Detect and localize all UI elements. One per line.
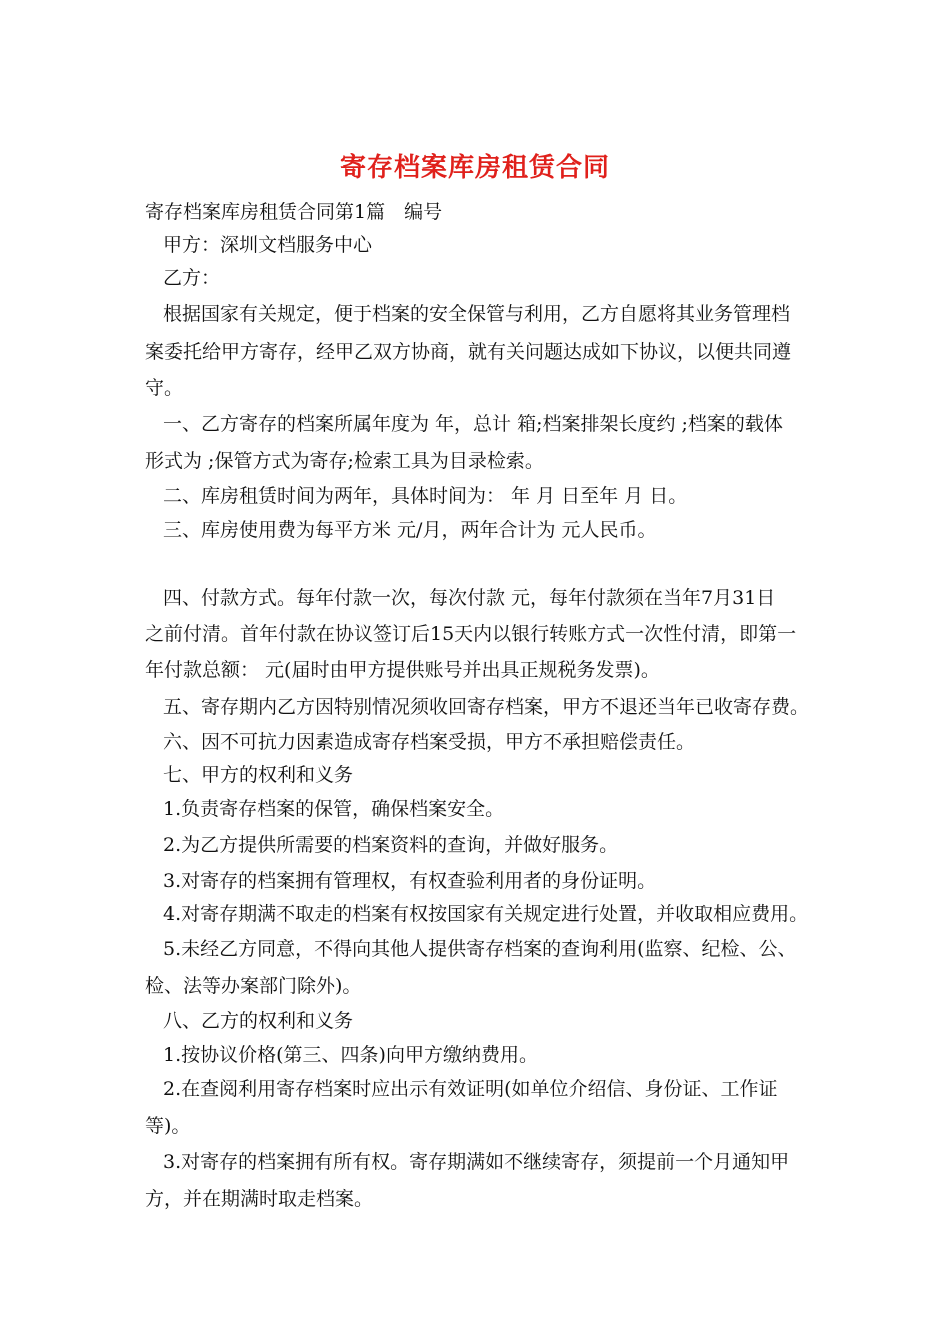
doc-line-15: 六、因不可抗力因素造成寄存档案受损，甲方不承担赔偿责任。 [163,731,696,753]
doc-line-25: 2.在查阅利用寄存档案时应出示有效证明(如单位介绍信、身份证、工作证 [163,1078,778,1100]
doc-line-14: 五、寄存期内乙方因特别情况须收回寄存档案，甲方不退还当年已收寄存费。 [163,696,810,718]
doc-line-24: 1.按协议价格(第三、四条)向甲方缴纳费用。 [163,1044,538,1066]
doc-line-19: 3.对寄存的档案拥有管理权，有权查验利用者的身份证明。 [163,870,657,892]
doc-line-16: 七、甲方的权利和义务 [163,764,354,786]
doc-line-1: 寄存档案库房租赁合同第1篇 编号 [145,201,443,223]
doc-line-3: 乙方： [163,267,221,289]
doc-line-10: 三、库房使用费为每平方米 元/月，两年合计为 元人民币。 [163,519,657,541]
doc-line-11: 四、付款方式。每年付款一次，每次付款 元，每年付款须在当年7月31日 [163,587,776,609]
doc-line-7: 一、乙方寄存的档案所属年度为 年，总计 箱;档案排架长度约 ;档案的载体 [163,413,783,435]
doc-line-22: 检、法等办案部门除外)。 [145,975,362,997]
doc-line-13: 年付款总额： 元(届时由甲方提供账号并出具正规税务发票)。 [145,659,660,681]
doc-line-8: 形式为 ;保管方式为寄存;检索工具为目录检索。 [145,450,544,472]
doc-line-12: 之前付清。首年付款在协议签订后15天内以银行转账方式一次性付清，即第一 [145,623,797,645]
doc-line-5: 案委托给甲方寄存，经甲乙双方协商，就有关问题达成如下协议，以便共同遵 [145,341,792,363]
doc-line-18: 2.为乙方提供所需要的档案资料的查询，并做好服务。 [163,834,619,856]
doc-line-9: 二、库房租赁时间为两年，具体时间为： 年 月 日至年 月 日。 [163,485,688,507]
document-title: 寄存档案库房租赁合同 [339,153,610,183]
doc-line-28: 方，并在期满时取走档案。 [145,1188,374,1210]
doc-line-2: 甲方：深圳文档服务中心 [163,234,373,256]
doc-line-17: 1.负责寄存档案的保管，确保档案安全。 [163,798,505,820]
doc-line-23: 八、乙方的权利和义务 [163,1010,354,1032]
doc-line-26: 等)。 [145,1115,191,1137]
doc-line-21: 5.未经乙方同意，不得向其他人提供寄存档案的查询利用(监察、纪检、公、 [163,938,797,960]
doc-line-4: 根据国家有关规定，便于档案的安全保管与利用，乙方自愿将其业务管理档 [163,303,791,325]
doc-line-27: 3.对寄存的档案拥有所有权。寄存期满如不继续寄存，须提前一个月通知甲 [163,1151,790,1173]
doc-line-6: 守。 [145,377,184,399]
doc-line-20: 4.对寄存期满不取走的档案有权按国家有关规定进行处置，并收取相应费用。 [163,903,809,925]
